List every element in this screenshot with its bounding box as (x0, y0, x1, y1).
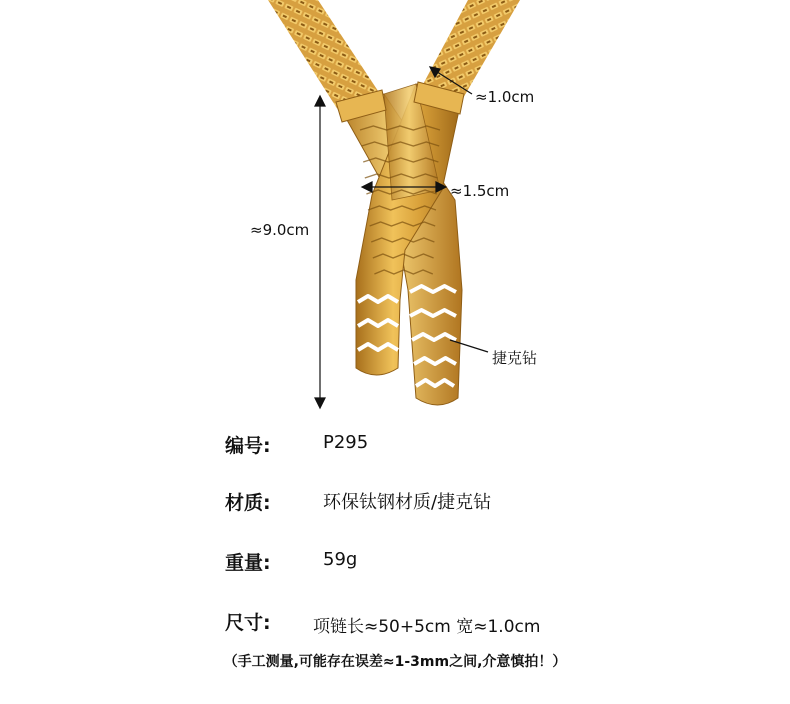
pendant-width-label: ≈1.5cm (450, 182, 510, 200)
right-chain (420, 0, 520, 100)
spec-weight-label: 重量: (225, 552, 271, 574)
spec-material-label: 材质: (225, 492, 271, 514)
spec-code-value: P295 (323, 432, 369, 453)
measurement-note: （手工测量,可能存在误差≈1-3mm之间,介意慎拍！） (223, 654, 567, 670)
spec-material-value: 环保钛钢材质/捷克钻 (323, 492, 492, 513)
spec-size-label: 尺寸: (225, 612, 271, 634)
spec-size-value: 项链长≈50+5cm 宽≈1.0cm (313, 617, 541, 637)
spec-code-label: 编号: (225, 435, 271, 457)
pendant-length-label: ≈9.0cm (250, 221, 310, 239)
spec-weight-value: 59g (323, 549, 358, 570)
chain-width-label: ≈1.0cm (475, 88, 535, 106)
stone-label: 捷克钻 (492, 349, 538, 367)
left-chain (268, 0, 384, 110)
